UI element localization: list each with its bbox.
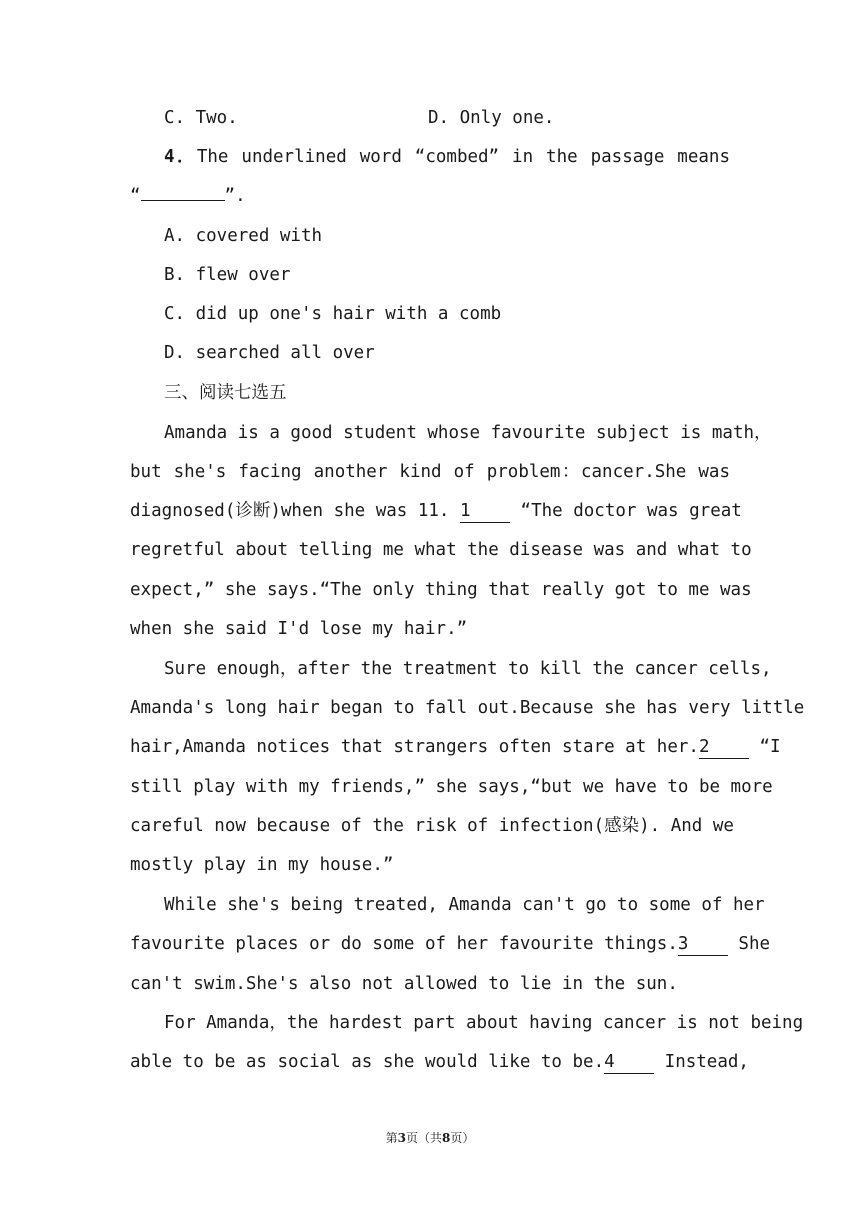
q4-option-a[interactable]: A. covered with [164, 226, 323, 246]
passage-text: “The doctor was great [510, 501, 742, 521]
passage-text: “I [748, 737, 781, 757]
answer-blank-3[interactable]: 3 [678, 933, 728, 956]
answer-blank-4[interactable]: 4 [604, 1051, 654, 1074]
answer-blank-1[interactable]: 1 [460, 500, 510, 523]
passage-line: Amanda's long hair began to fall out.Because she has very little [130, 698, 805, 718]
passage-line: mostly play in my house.” [130, 855, 394, 875]
open-quote: “ [130, 186, 141, 206]
passage-line: While she's being treated, Amanda can't go to some of her [164, 895, 765, 915]
footer-text: 页（共 [405, 1131, 442, 1145]
passage-text: diagnosed(诊断)when she was 11. [130, 501, 461, 521]
passage-line: but she's facing another kind of problem：cancer.She was [130, 462, 730, 482]
q3-option-c[interactable]: C. Two. [164, 108, 238, 128]
passage-text: favourite places or do some of her favourite things. [130, 934, 678, 954]
q3-options-row [164, 105, 730, 131]
passage-line: regretful about telling me what the disease was and what to [130, 540, 752, 560]
close-quote: ”. [224, 186, 246, 206]
q4-number: 4． [164, 147, 197, 167]
passage-line: expect,” she says.“The only thing that really got to me was [130, 580, 752, 600]
section-heading: 三、阅读七选五 [164, 383, 287, 403]
footer-text: 页） [450, 1131, 475, 1145]
page-footer [0, 1130, 860, 1146]
q3-option-d[interactable]: D. Only one. [428, 108, 555, 128]
passage-line: Amanda is a good student whose favourite subject is math， [164, 423, 772, 443]
q4-answer-blank[interactable] [141, 200, 225, 201]
passage-text: hair,Amanda notices that strangers often stare at her. [130, 737, 699, 757]
passage-line: For Amanda，the hardest part about having cancer is not being [164, 1013, 804, 1033]
passage-line: careful now because of the risk of infection(感染). And we [130, 816, 734, 836]
passage-text: able to be as social as she would like to be. [130, 1052, 605, 1072]
passage-line: Sure enough，after the treatment to kill the cancer cells, [164, 659, 772, 679]
page-number: 3 [397, 1131, 406, 1145]
q4-option-c[interactable]: C. did up one's hair with a comb [164, 304, 502, 324]
passage-line-with-blank [130, 498, 742, 524]
q4-stem-text: The underlined word “combed” in the passage means [196, 147, 730, 167]
footer-text: 第 [385, 1131, 398, 1145]
q4-option-d[interactable]: D. searched all over [164, 343, 375, 363]
passage-line: still play with my friends,” she says,“but we have to be more [130, 777, 773, 797]
passage-line-with-blank [130, 734, 781, 760]
q4-option-b[interactable]: B. flew over [164, 265, 291, 285]
total-pages: 8 [442, 1131, 451, 1145]
passage-line: can't swim.She's also not allowed to lie in the sun. [130, 974, 678, 994]
passage-text: She [727, 934, 771, 954]
passage-line-with-blank [130, 931, 771, 957]
passage-text: Instead, [654, 1052, 749, 1072]
passage-line-with-blank [130, 1049, 749, 1075]
q4-blank-line [130, 183, 730, 209]
q4-stem [164, 144, 730, 170]
answer-blank-2[interactable]: 2 [699, 736, 749, 759]
passage-line: when she said I'd lose my hair.” [130, 619, 468, 639]
